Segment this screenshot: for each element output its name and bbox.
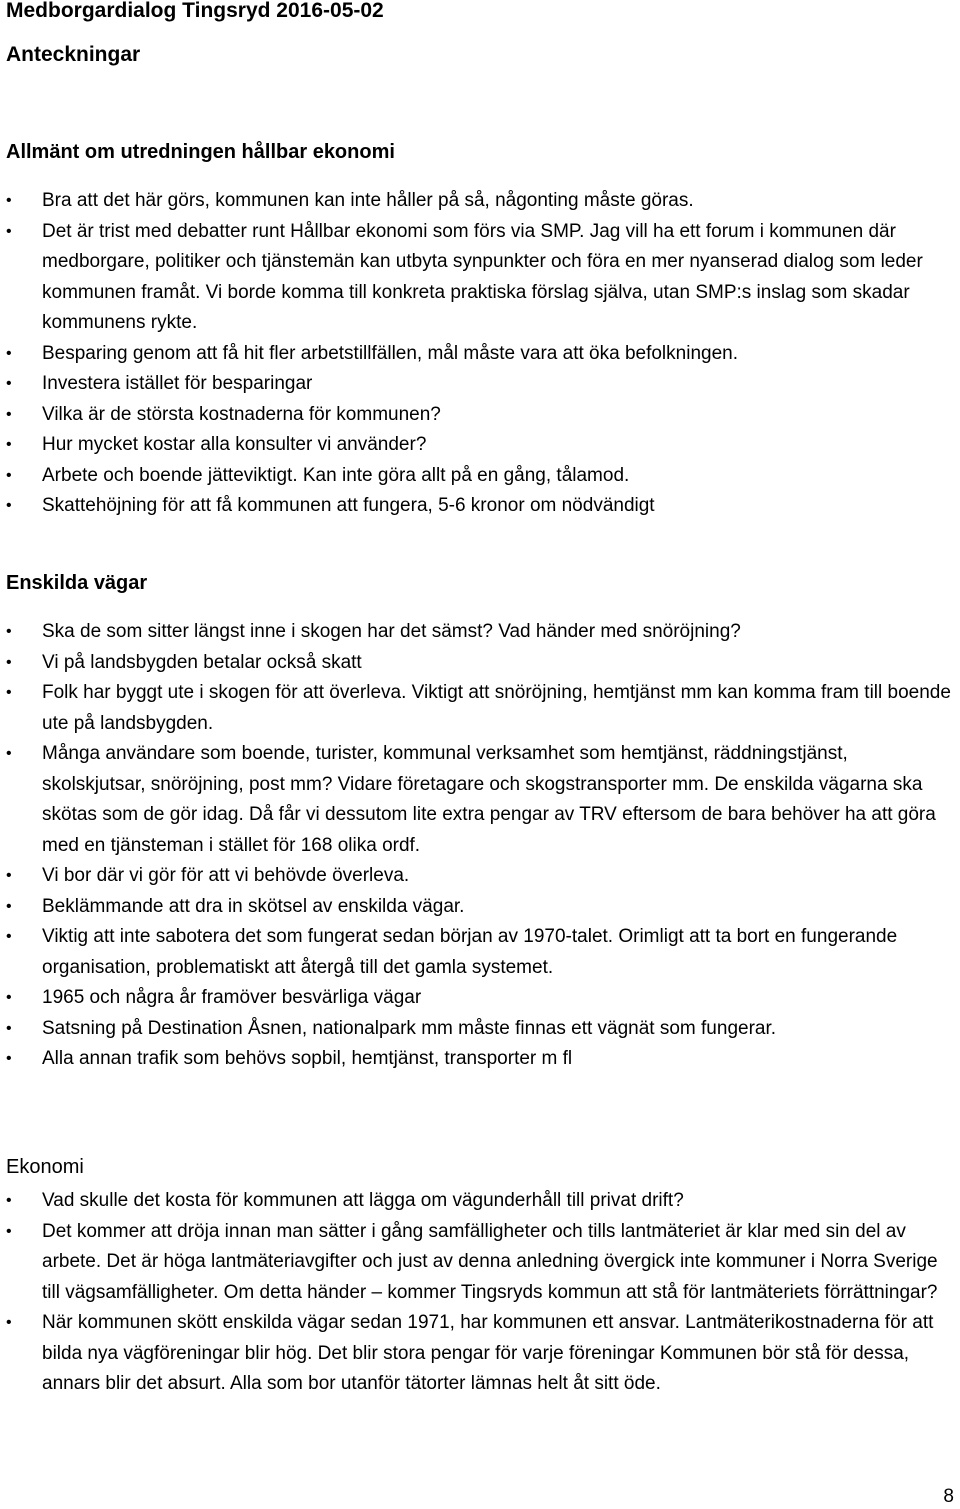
bullet-icon: • xyxy=(6,928,12,945)
bullet-icon: • xyxy=(6,623,12,640)
list-item-text: Det kommer att dröja innan man sätter i gång samfälligheter och tills lantmäteriet är klar med sin del av arbete. Det är höga lantmäteriavgifter och just av denna anledning övergick inte kommuner i Norra Sverige till vägsamfälligheter. Om detta händer – kommer Tingsryds kommun att stå för lantmäteriets förrättningar? xyxy=(42,1220,938,1303)
bullet-icon: • xyxy=(6,344,12,362)
list-ekonomi xyxy=(0,1186,960,1400)
section-heading-hallbar-ekonomi: Allmänt om utredningen hållbar ekonomi xyxy=(6,141,395,163)
list-item-text: Bra att det här görs, kommunen kan inte håller på så, någonting måste göras. xyxy=(42,190,694,211)
bullet-icon: • xyxy=(6,745,12,762)
bullet-icon: • xyxy=(6,897,12,915)
document-title: Medborgardialog Tingsryd 2016-05-02 xyxy=(6,0,384,22)
list-item xyxy=(0,1217,960,1309)
list-item xyxy=(0,369,960,400)
bullet-icon: • xyxy=(6,222,12,240)
list-item-text: Satsning på Destination Åsnen, nationalpark mm måste finnas ett vägnät som fungerar. xyxy=(42,1017,777,1039)
page-number: 8 xyxy=(943,1486,954,1507)
list-item-text: Viktig att inte sabotera det som fungerat sedan början av 1970-talet. Orimligt att ta bort en fungerande organisation, problematiskt att återgå till det gamla systemet. xyxy=(42,926,898,978)
bullet-icon: • xyxy=(6,1192,12,1209)
list-item-text: Många användare som boende, turister, kommunal verksamhet som hemtjänst, räddningstjänst, skolskjutsar, snöröjning, post mm? Vidare företagare och skogstransporter mm. De enskilda vägarna ska skötas som de gör idag. Då får vi dessutom lite extra pengar av TRV eftersom de bara behöver ha att göra med en tjänsteman i stället för 168 olika ordf. xyxy=(42,743,936,856)
list-enskilda-vagar xyxy=(0,617,960,1075)
bullet-icon: • xyxy=(6,684,12,701)
section-heading-ekonomi: Ekonomi xyxy=(6,1156,84,1178)
list-item xyxy=(0,922,960,983)
list-item-text: Arbete och boende jätteviktigt. Kan inte göra allt på en gång, tålamod. xyxy=(42,464,630,486)
list-item xyxy=(0,400,960,431)
list-item-text: Ska de som sitter längst inne i skogen har det sämst? Vad händer med snöröjning? xyxy=(42,621,741,642)
bullet-icon: • xyxy=(6,497,12,514)
list-item xyxy=(0,1014,960,1045)
bullet-icon: • xyxy=(6,989,12,1006)
list-item xyxy=(0,430,960,461)
list-item-text: Folk har byggt ute i skogen för att överleva. Viktigt att snöröjning, hemtjänst mm kan komma fram till boende ute på landsbygden. xyxy=(42,682,951,734)
list-item xyxy=(0,983,960,1014)
list-item xyxy=(0,1044,960,1075)
list-item-text: Det är trist med debatter runt Hållbar ekonomi som förs via SMP. Jag vill ha ett forum i kommunen där medborgare, politiker och tjänstemän kan utbyta synpunkter och föra en mer nyanserad dialog som leder kommunen framåt. Vi borde komma till konkreta praktiska förslag själva, utan SMP:s inslag som skadar kommunens rykte. xyxy=(42,220,923,333)
list-item-text: Besparing genom att få hit fler arbetstillfällen, mål måste vara att öka befolkningen. xyxy=(42,342,738,364)
bullet-icon: • xyxy=(6,1222,12,1240)
bullet-icon: • xyxy=(6,375,12,392)
list-item xyxy=(0,678,960,739)
document-subtitle: Anteckningar xyxy=(6,43,141,66)
list-item-text: 1965 och några år framöver besvärliga vägar xyxy=(42,987,422,1008)
list-item-text: Vi på landsbygden betalar också skatt xyxy=(42,651,362,673)
list-item-text: När kommunen skött enskilda vägar sedan 1971, har kommunen ett ansvar. Lantmäterikostnaderna för att bilda nya vägföreningar blir hög. Det blir stora pengar för varje föreningar Kommunen bör stå för dessa, annars blir det absurt. Alla som bor utanför tätorter lämnas helt åt sitt öde. xyxy=(42,1312,934,1394)
list-item xyxy=(0,186,960,217)
bullet-icon: • xyxy=(6,1314,12,1331)
list-item xyxy=(0,339,960,370)
list-item xyxy=(0,1308,960,1400)
list-item-text: Investera istället för besparingar xyxy=(42,373,313,394)
bullet-icon: • xyxy=(6,405,12,423)
list-item xyxy=(0,617,960,648)
list-item-text: Alla annan trafik som behövs sopbil, hemtjänst, transporter m fl xyxy=(42,1048,573,1069)
list-item xyxy=(0,892,960,923)
list-item xyxy=(0,648,960,679)
list-item xyxy=(0,1186,960,1217)
bullet-icon: • xyxy=(6,466,12,484)
list-item-text: Vad skulle det kosta för kommunen att lägga om vägunderhåll till privat drift? xyxy=(42,1190,684,1211)
list-item xyxy=(0,217,960,339)
bullet-icon: • xyxy=(6,436,12,453)
list-item xyxy=(0,861,960,892)
bullet-icon: • xyxy=(6,1050,12,1067)
list-item-text: Vi bor där vi gör för att vi behövde överleva. xyxy=(42,865,410,886)
list-item xyxy=(0,739,960,861)
section-heading-enskilda-vagar: Enskilda vägar xyxy=(6,572,148,594)
list-item xyxy=(0,461,960,492)
list-item-text: Hur mycket kostar alla konsulter vi använder? xyxy=(42,434,427,455)
list-item xyxy=(0,491,960,522)
bullet-icon: • xyxy=(6,1019,12,1037)
list-item-text: Skattehöjning för att få kommunen att fungera, 5-6 kronor om nödvändigt xyxy=(42,495,655,516)
bullet-icon: • xyxy=(6,653,12,671)
list-hallbar-ekonomi xyxy=(0,186,960,522)
bullet-icon: • xyxy=(6,192,12,209)
list-item-text: Vilka är de största kostnaderna för kommunen? xyxy=(42,403,441,425)
list-item-text: Beklämmande att dra in skötsel av enskilda vägar. xyxy=(42,895,465,917)
bullet-icon: • xyxy=(6,867,12,884)
